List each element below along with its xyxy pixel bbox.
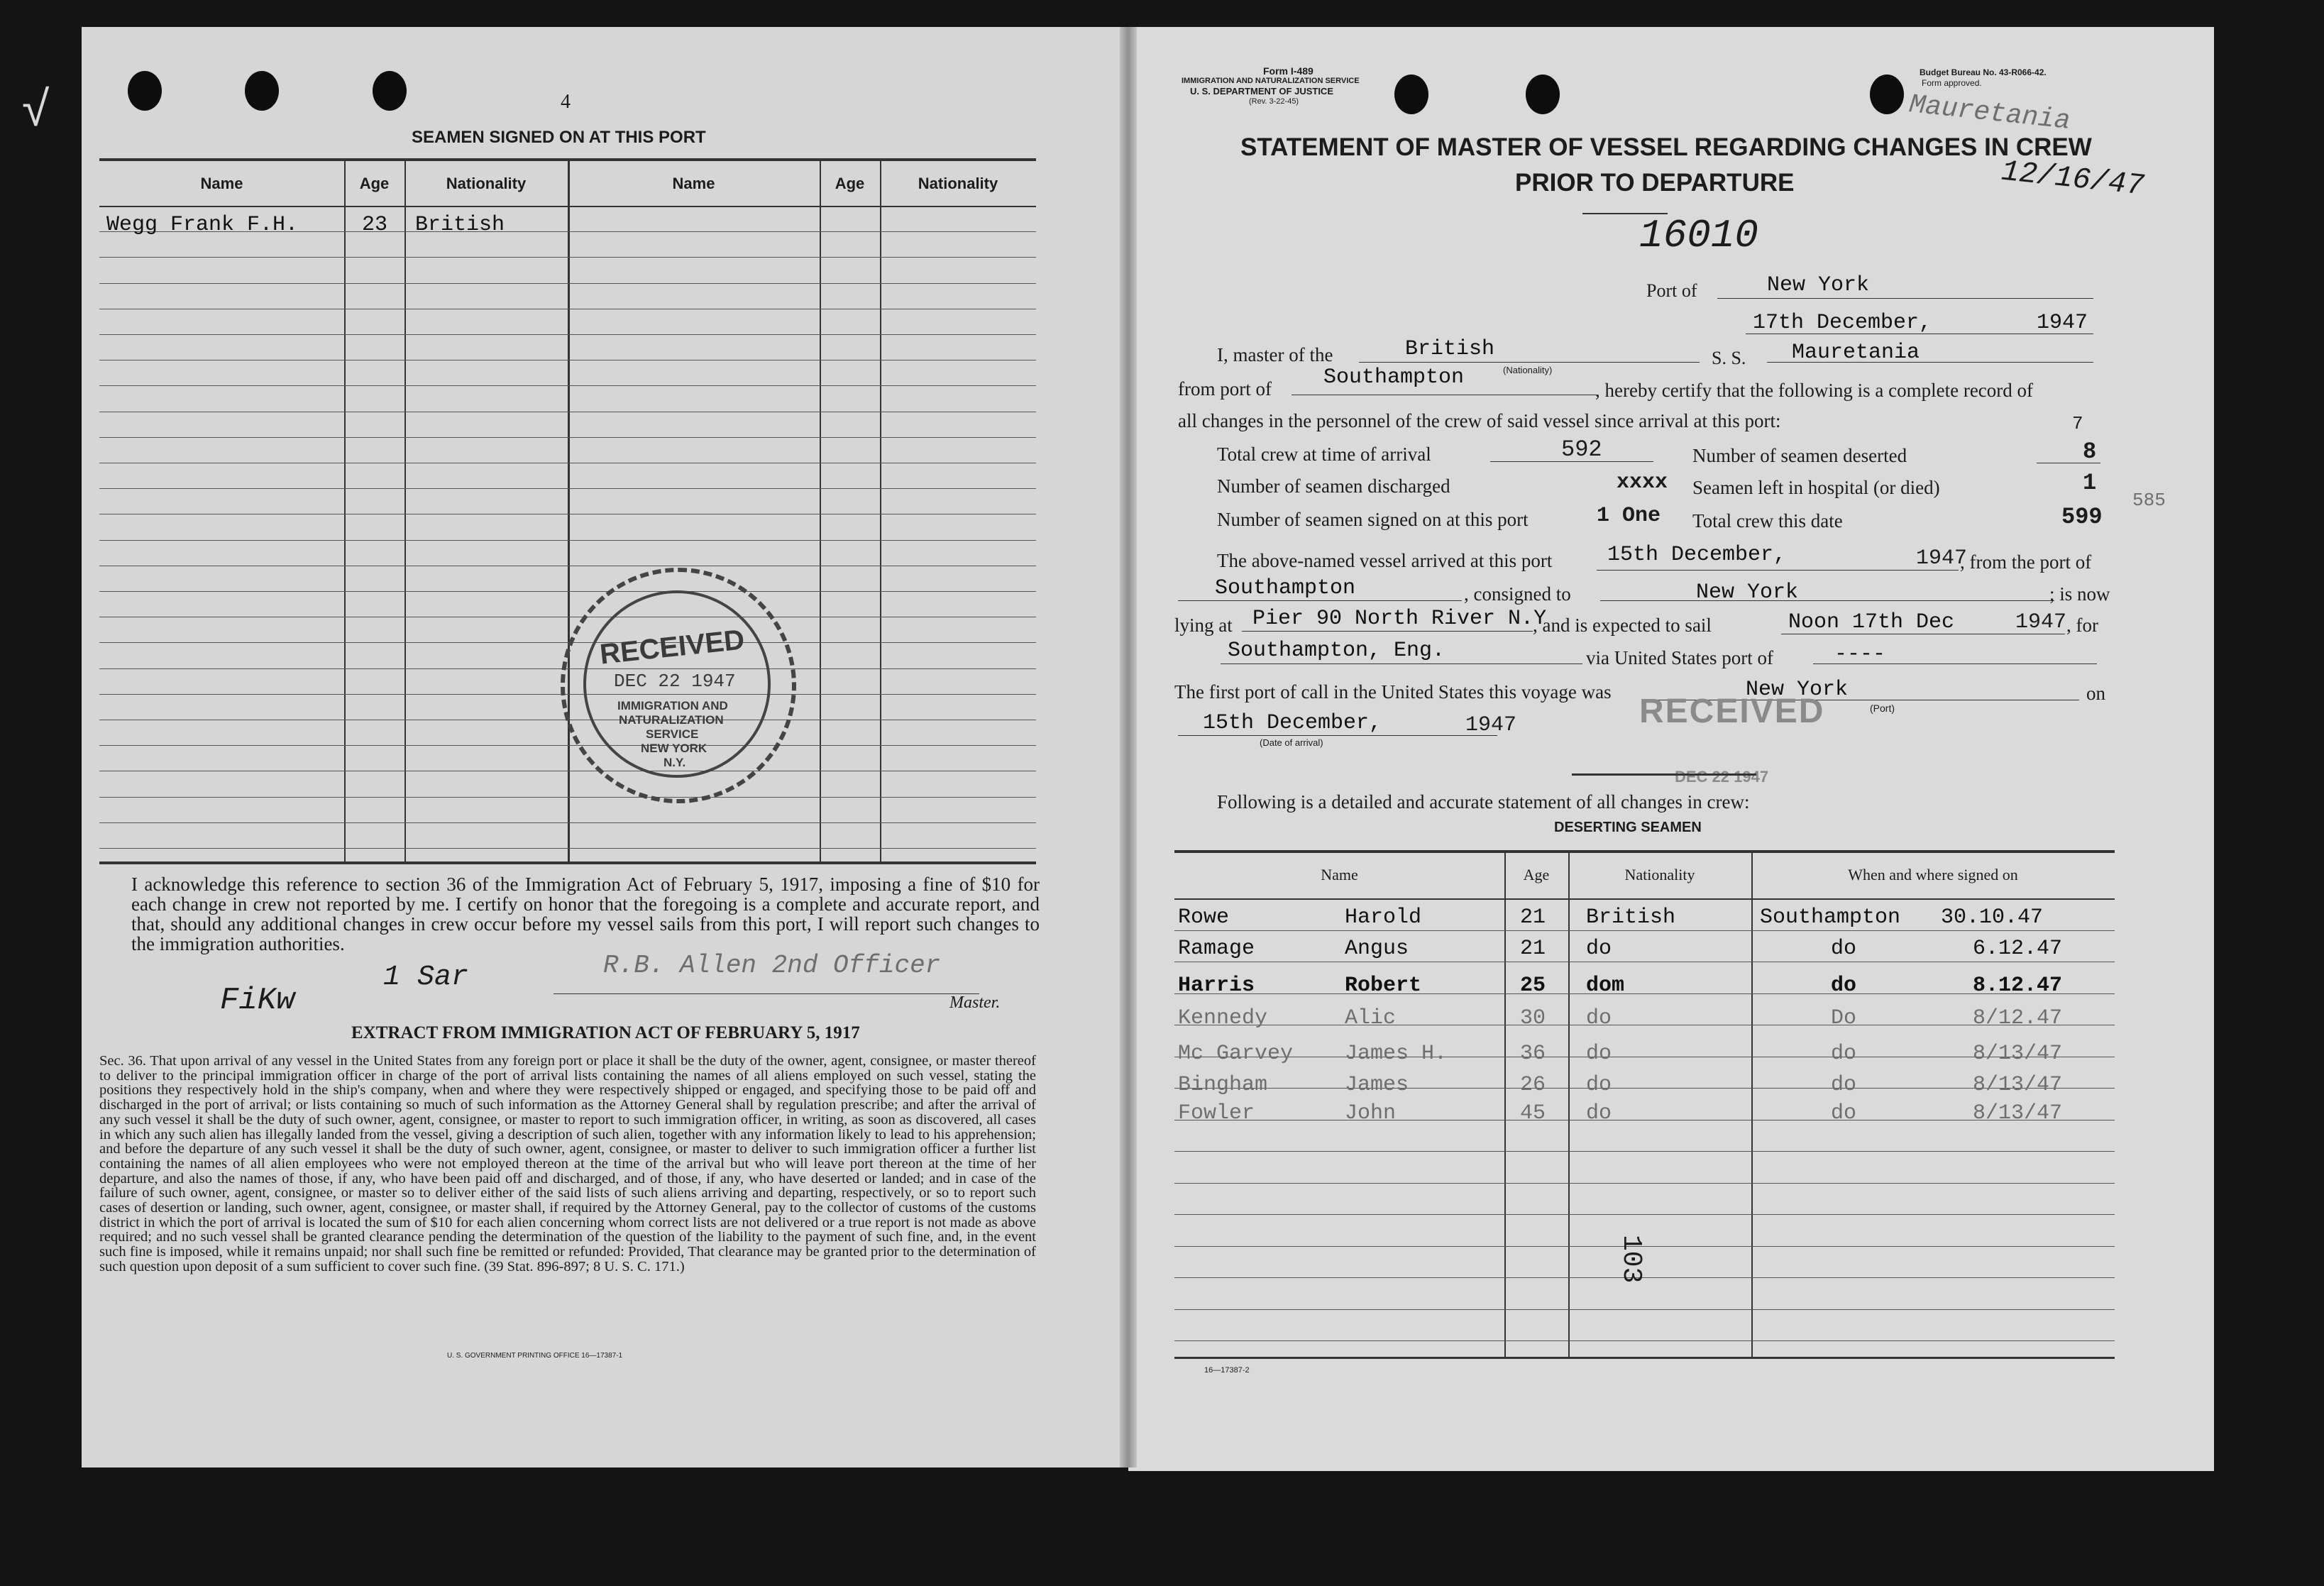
table-row-rule [99,745,1036,746]
for-label: , for [2066,615,2098,636]
hospital-note: 585 [2132,490,2166,511]
deserter-given-name: Robert [1345,974,1422,998]
stamp-line: SERVICE [646,727,699,741]
deserter-nationality: do [1586,1042,1612,1066]
consigned-label: , consigned to [1464,583,1571,605]
table-row-rule [99,822,1036,823]
on-label: on [2086,683,2105,704]
table-row-rule [99,257,1036,258]
deserter-given-name: John [1345,1101,1397,1125]
deserter-nationality: do [1586,1006,1612,1030]
deserted-value: 8 [2083,439,2097,465]
from-port-label: from port of [1178,378,1272,400]
handwritten-seven: 7 [2072,413,2083,434]
date-caption: (Date of arrival) [1260,737,1323,748]
deserter-signed-on-date: 8/13/47 [1973,1042,2063,1066]
handwritten-date-note: 12/16/47 [2000,154,2146,204]
discharged-value: xxxx [1617,470,1668,495]
deserter-age: 45 [1520,1101,1546,1125]
lying-at-label: lying at [1174,615,1233,636]
punch-hole [245,71,279,111]
discharged-label: Number of seamen discharged [1217,475,1450,497]
master-signature: R.B. Allen 2nd Officer [603,951,941,980]
fill-line [1767,362,2093,363]
is-now-label: ; is now [2049,583,2110,605]
page-number: 4 [561,91,571,113]
deserter-signed-on-date: 8/13/47 [1973,1073,2063,1097]
deserting-table-top [1174,850,2115,853]
deserter-age: 26 [1520,1073,1546,1097]
arrived-date: 15th December, [1607,543,1787,567]
deserter-given-name: James [1345,1073,1409,1097]
deserter-surname: Bingham [1178,1073,1268,1097]
deserter-given-name: Alic [1345,1006,1397,1030]
fill-line [1359,362,1700,363]
deserter-nationality: British [1586,905,1676,930]
sail-time: Noon 17th Dec [1788,610,1955,634]
report-year: 1947 [2037,311,2088,335]
sail-year: 1947 [2015,610,2067,634]
report-date: 17th December, [1753,311,1932,335]
deserting-table-header-rule [1174,898,2115,900]
col-divider [1504,850,1506,1357]
via-label: via United States port of [1586,647,1773,668]
fill-line [1717,298,2093,299]
form-subtitle: PRIOR TO DEPARTURE [1515,169,1795,197]
arrived-from-port: Southampton [1215,576,1356,600]
via-port: ---- [1834,642,1886,666]
form-title: STATEMENT OF MASTER OF VESSEL REGARDING CHANGES IN CREW [1240,133,2092,161]
arrived-year: 1947 [1916,546,1968,571]
deserter-age: 25 [1520,974,1546,998]
col-header-age: Age [835,175,865,192]
port-label: Port of [1646,280,1697,301]
master-of-label: I, master of the [1217,344,1333,365]
deserter-signed-on-place: do [1831,974,1857,998]
deserter-surname: Rowe [1178,905,1230,930]
certify-text: all changes in the personnel of the crew of said vessel since arrival at this port: [1178,410,1781,431]
deserter-age: 36 [1520,1042,1546,1066]
col-divider [344,158,346,861]
table-row-rule [99,385,1036,386]
fill-line [1178,735,1497,736]
total-crew-date-value: 599 [2061,504,2103,530]
deserter-age: 21 [1520,937,1546,961]
budget-bureau-number: Budget Bureau No. 43-R066-42. [1920,67,2047,77]
deserter-surname: Harris [1178,974,1255,998]
margin-note: 1 Sar [383,962,469,993]
deserter-given-name: Harold [1345,905,1422,930]
punch-hole [1870,75,1904,114]
deserter-signed-on-place: do [1831,1101,1857,1125]
col-divider [568,158,570,861]
stamp-rule [1572,773,1756,776]
punch-hole [373,71,407,111]
deserted-label: Number of seamen deserted [1692,445,1907,466]
left-page-title: SEAMEN SIGNED ON AT THIS PORT [412,128,706,147]
deserter-signed-on-place: do [1831,1073,1857,1097]
deserter-nationality: do [1586,1101,1612,1125]
deserting-col-nationality: Nationality [1624,866,1695,883]
stamp-received-text: RECEIVED [598,624,747,671]
col-divider [880,158,881,861]
port-caption: (Port) [1870,703,1895,714]
deserting-col-when-where: When and where signed on [1848,866,2018,883]
form-footer: 16—17387-2 [1204,1366,1250,1375]
sheet-number: 103 [1616,1235,1646,1284]
hospital-label: Seamen left in hospital (or died) [1692,477,1940,498]
table-row-rule [99,488,1036,489]
deserter-signed-on-place: Do [1831,1006,1857,1030]
printing-office: U. S. GOVERNMENT PRINTING OFFICE 16—17387-1 [447,1352,623,1360]
deserter-surname: Fowler [1178,1101,1255,1125]
acknowledgement-text: I acknowledge this reference to section 36 of the Immigration Act of February 5, 1917, imposing a fine of $10 for each change in crew not reported by me. I certify on honor that the foregoing is a complete and accurate report, and that, should any additional changes in crew occur before my vessel sails from this port, I will report such changes to the immigration authorities. [131,874,1040,954]
received-stamp-text: RECEIVED [1639,693,1825,730]
deserter-signed-on-date: 30.10.47 [1941,905,2044,930]
deserter-nationality: do [1586,937,1612,961]
total-crew-arrival-value: 592 [1561,436,1602,463]
deserter-given-name: James H. [1345,1042,1448,1066]
deserter-signed-on-date: 8/12.47 [1973,1006,2063,1030]
punch-hole [1394,75,1428,114]
table-row-rule [99,848,1036,849]
deserting-row-rule [1174,1214,2115,1215]
form-approval: Form approved. [1922,78,1982,88]
col-divider [1568,850,1570,1357]
form-number: Form I-489 [1263,65,1314,77]
stamp-line: N.Y. [663,756,686,769]
extract-title: EXTRACT FROM IMMIGRATION ACT OF FEBRUARY 5, 1917 [351,1023,860,1042]
from-the-port-label: , from the port of [1960,551,2092,573]
following-text: Following is a detailed and accurate statement of all changes in crew: [1217,791,1750,813]
table-bottom-rule [99,861,1036,864]
first-port-text: The first port of call in the United States this voyage was [1174,681,1612,703]
punch-hole [1526,75,1560,114]
deserting-row-rule [1174,1309,2115,1310]
deserter-signed-on-date: 6.12.47 [1973,937,2063,961]
signed-on-label: Number of seamen signed on at this port [1217,509,1529,530]
deserting-row-rule [1174,930,2115,931]
col-header-nationality: Nationality [918,175,998,192]
deserting-row-rule [1174,1151,2115,1152]
col-header-age: Age [359,175,390,192]
col-divider [820,158,821,861]
deserting-table-bottom [1174,1357,2115,1359]
deserter-signed-on-place: do [1831,937,1857,961]
nationality-caption: (Nationality) [1503,365,1553,375]
table-row-rule [99,437,1036,438]
table-row-rule [99,591,1036,592]
agency-line: IMMIGRATION AND NATURALIZATION SERVICE [1182,77,1360,85]
deserting-row-rule [1174,1340,2115,1341]
file-number: 16010 [1639,213,1759,258]
fill-line [1600,600,2054,601]
first-port-date: 15th December, [1203,711,1382,735]
entry-age: 23 [362,213,388,237]
table-row-rule [99,334,1036,335]
received-stamp-date: DEC 22 1947 [1675,768,1769,786]
corner-check-mark: √ [21,85,52,141]
vessel-name: Mauretania [1792,341,1920,365]
ss-label: S. S. [1712,348,1746,368]
hospital-value: 1 [2083,470,2097,496]
entry-nationality: British [415,213,505,237]
deserter-nationality: do [1586,1073,1612,1097]
deserting-row-rule [1174,1183,2115,1184]
fill-line [1178,600,1462,601]
entry-name: Wegg Frank F.H. [106,213,299,237]
certify-text: , hereby certify that the following is a complete record of [1595,380,2034,401]
table-row-rule [99,540,1036,541]
col-divider [1751,850,1753,1357]
arrived-text: The above-named vessel arrived at this port [1217,550,1553,571]
expected-label: , and is expected to sail [1533,615,1712,636]
fill-line [1242,631,1533,632]
col-header-name: Name [200,175,243,192]
master-label: Master. [949,993,1001,1012]
margin-note: FiKw [220,983,295,1018]
punch-hole [128,71,162,111]
page-gutter [1120,27,1137,1467]
stamp-line: IMMIGRATION AND [617,699,728,712]
stamp-date: DEC 22 1947 [614,671,736,692]
deserter-signed-on-place: do [1831,1042,1857,1066]
deserter-age: 21 [1520,905,1546,930]
stamp-line: NEW YORK [641,742,707,755]
table-row-rule [99,797,1036,798]
fill-line [1221,663,1582,664]
port-value: New York [1767,273,1870,297]
total-crew-date-label: Total crew this date [1692,510,1843,532]
table-row-rule [99,283,1036,284]
deserter-nationality: dom [1586,974,1625,998]
deserter-age: 30 [1520,1006,1546,1030]
deserting-col-age: Age [1523,866,1550,883]
total-crew-arrival-label: Total crew at time of arrival [1217,444,1431,465]
first-port-value: New York [1746,678,1849,702]
fill-line [1490,461,1653,462]
first-port-year: 1947 [1465,713,1517,737]
form-revision: (Rev. 3-22-45) [1249,97,1299,106]
signature-line [554,993,979,994]
fill-line [1813,663,2097,664]
deserter-signed-on-date: 8.12.47 [1973,974,2063,998]
deserter-given-name: Angus [1345,937,1409,961]
deserting-col-name: Name [1321,866,1358,883]
lying-at-value: Pier 90 North River N.Y [1252,607,1547,631]
signed-on-value: 1 One [1597,504,1661,528]
col-header-nationality: Nationality [446,175,527,192]
deserter-surname: Mc Garvey [1178,1042,1294,1066]
consigned-to: New York [1696,580,1799,605]
vessel-nationality: British [1405,337,1495,361]
col-divider [404,158,406,861]
fill-line [1597,570,1959,571]
handwritten-ship-note: Mauretania [1907,89,2072,137]
deserter-signed-on-date: 8/13/47 [1973,1101,2063,1125]
deserter-surname: Kennedy [1178,1006,1268,1030]
deserter-signed-on-place: Southampton [1760,905,1901,930]
col-header-name: Name [672,175,715,192]
deserter-surname: Ramage [1178,937,1255,961]
deserting-heading: DESERTING SEAMEN [1554,820,1702,835]
extract-text: Sec. 36. That upon arrival of any vessel in the United States from any foreign port or place it shall be the duty of the owner, agent, consignee, or master thereof to deliver to the principal immigration officer in charge of the port of arrival lists containing the names of all aliens employed on such vessel, stating the positions they respectively hold in the ship's company, when and where they were respectively shipped or engaged, and specifying those to be paid off and discharged in the port of arrival; or lists containing so much of such information as the Attorney General shall by regulation prescribe; and after the arrival of any such vessel it shall be the duty of such owner, agent, consignee, or master to report to such immigration officer, in writing, as soon as discovered, all cases in which any such alien has illegally landed from the vessel, giving a description of such alien, together with any information likely to lead to his apprehension; and before the departure of any such vessel it shall be the duty of such owner, agent, consignee, or master to deliver to such immigration officer a further list containing the names of all alien employees who were not employed thereon at the time of the arrival but who will leave port thereon at the time of her departure, and also the names of those, if any, who have been paid off and discharged, and of those, if any, who have deserted or landed; and in case of the failure of such owner, agent, consignee, or master so to deliver either of the said lists of such aliens arriving and departing, respectively, or so to report such cases of desertion or landing, such owner, agent, consignee, or master shall, if required by the Attorney General, pay to the collector of customs of the customs district in which the port of arrival is located the sum of $10 for each alien concerning whom correct lists are not delivered or a true report is not made as above required; and no such vessel shall be granted clearance pending the determination of the question of the liability to the payment of such fine, and, in the event such fine is imposed, while it remains unpaid; nor shall such fine be remitted or refunded: Provided, That clearance may be granted prior to the determination of such question upon deposit of a sum sufficient to cover such fine. (39 Stat. 896-897; 8 U. S. C. 171.) [99,1053,1036,1274]
stamp-line: NATURALIZATION [619,713,724,727]
destination: Southampton, Eng. [1228,639,1445,663]
agency-line: U. S. DEPARTMENT OF JUSTICE [1190,86,1333,97]
from-port-value: Southampton [1323,365,1465,390]
